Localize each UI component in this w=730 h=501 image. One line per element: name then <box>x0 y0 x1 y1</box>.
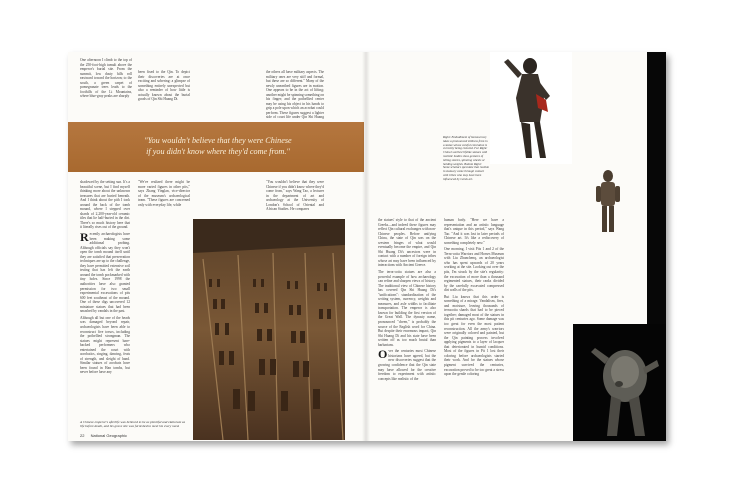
drop-cap: R <box>80 230 89 245</box>
article-column-3-top <box>266 70 324 120</box>
paragraph: the statues' style to that of the ancient Greeks—and indeed these figures may reflect Qin cultural exchanges with non-Chinese peoples. Before unifying China, the state of Qin was on the western fringes of what would eventually become the empire, and Qin Shi Huang Di's ancestors were in contact with a number of foreign tribes whose art may have been influenced by interactions with Ancient Greece. <box>378 218 436 268</box>
article-column-4 <box>378 218 436 436</box>
pull-quote-line-1: "You wouldn't believe that they were Chinese <box>144 136 292 145</box>
page-number: 22 <box>80 433 85 438</box>
article-column-3 <box>266 180 324 216</box>
paragraph: ecently archaeologists have been making some additional probing. Although officials say they won't open the tomb mound itself until they are satisfied that preservation techniques are up to the challenge, they have permitted extensive soil testing that has left the earth around the tomb pockmarked with tiny holes. Since 1998 the authorities have also granted permission for two small experimental excavations of pits 600 feet southeast of the mound. One of these digs uncovered 12 miniature statues that had been smashed by vandals in the past. <box>80 232 130 314</box>
paragraph: shadowed by the setting sun. It's a beautiful scene, but I find myself thinking more about the unknown treasures that are buried beneath. And I think about the pith I took around the back of the tomb mound, where I stepped over shards of 2,200-year-old ceramic tiles that lie half-buried in the dirt. There's so much history here that it literally rises out of the ground. <box>80 180 130 230</box>
terracotta-figure-photo <box>490 52 572 164</box>
article-column-1-top <box>80 58 132 120</box>
drop-cap: O <box>378 347 388 362</box>
article-column-2 <box>138 180 190 210</box>
photo-caption: A Chinese emperor's afterlife was believed to be as plentiful and elaborate as life before death, and his grave site was furnished to meet his every need. <box>80 420 186 429</box>
pull-quote-line-2: if you didn't know where they'd come from." <box>146 147 290 156</box>
standing-statue-photo <box>588 168 628 236</box>
page-folio <box>80 433 127 438</box>
paragraph: ver the centuries most Chinese historians have agreed, but the new discoveries suggest that the growing confidence that the Qin state may have allowed for the creative freedom to experiment with artistic concepts like realistic of the <box>378 349 436 381</box>
article-column-2-top <box>138 70 190 120</box>
paragraph: Although all but one of the heads was damaged beyond repair, archaeologists have been able to reconstruct five torsos, including the potbellied strongman. The statues might represent bare-backed performers who entertained the court with acrobatics, singing, dancing, feats of strength, and sleight of hand. Similar statues of acrobats have been found in Han tombs, but never before have any <box>80 315 130 375</box>
paragraph: One morning, I visit Pits 1 and 2 of the Terra-cotta Warriors and Horses Museum with Liu Zhanchenq, an archaeologist who has spent upwards of 20 years working at the site. Looking out over the pits, I'm struck by the site's regularity: the excavation of more than a thousand regimented statues, their ranks divided by the carefully excavated compressed dirt walls of the pits. <box>444 247 504 293</box>
paragraph: the others all have military aspects. The military ones are very stiff and formal, but these are so different." Many of the newly unearthed figures are in motion. One appears to be in the act of lifting; another might be spinning something on his finger; and the potbellied center may be using his object in his hands to grip a pole upon which an acrobat could perform. These figures suggest a lighter side of court life under Qin Shi Huang <box>266 70 324 120</box>
paragraph: "We've realized there might be more varied figures in other pits," says Zhang Yinglan, vice-director of the museum's archaeological team. "These figures are concerned only with everyday life, while <box>138 180 190 207</box>
paragraph: human body. "Here we have a representation and an artistic language that's unique in this period," says Wang Tao. "And it was lost in later periods of Chinese art. It's like a rediscovery of something completely new." <box>444 218 504 245</box>
acrobat-statue-photo <box>573 324 666 441</box>
pull-quote <box>88 135 348 157</box>
article-column-1 <box>80 180 130 412</box>
paragraph: "You wouldn't believe that they were Chinese if you didn't know where they'd come from," says Wang Tao, a lecturer in the department of art and archaeology at the University of London's School of Oriental and African Studies. He compares <box>266 180 324 212</box>
acrobat-statue-photo-frame <box>573 324 666 441</box>
magazine-title: National Geographic <box>90 433 128 438</box>
magazine-spread <box>68 52 666 441</box>
photo-caption-right: Right: Embodiment of bureaucracy takes a pronounced stillness from in a statue whose careful coloration is currently being restored. Far Right: China's earliest lifelike statues with realistic bodies show gestures of telling stories, spinning wheels or holding weights. Bottom Right: Some scholars speculate that realism in statuary came through contact with tribes who may have been influenced by Greek art. <box>443 135 489 181</box>
paragraph: But Liu knows that this order is something of a mirage. Vandalism, fires, and moisture, leaving thousands of terracotta shards that had to be pieced together; damaged most of the statues in this pit centuries ago. Some damage was too great for even the most patient reconstruction. All the army's warriors were originally colored and painted, but the Qin painting process involved applying pigments to a layer of lacquer that deteriorated in humid conditions. Most of the figures in Pit 1 lost their coloring before archaeologists started their work. And for the statues whose pigment survived the centuries, excavation proved to be too great a stress upon the gentle coloring <box>444 294 504 377</box>
article-column-5 <box>444 218 504 436</box>
paragraph: been fixed to the Qin. To depict their discoveries are at once exciting and sobering: a glimpse of something entirely unexpected but also a reminder of how little is actually known about the burial goods of Qin Shi Huang Di. <box>138 70 190 102</box>
paragraph: One afternoon I climb to the top of the 250-foot-high tumuli above the emperor's burial site. From the summit, low dusty hills roll eastward toward the horizon; to the south, a green carpet of pomegranate trees leads to the foothills of the Li Mountains, where blue-gray peaks are sharply <box>80 58 132 99</box>
page-gutter <box>362 52 370 441</box>
terracotta-army-pit-photo <box>193 219 345 440</box>
paragraph: The terra-cotta statues are also a powerful example of how archaeology can refine and sharpen views of history. The traditional view of Chinese history has covered Qin Shi Huang Di's "unifications": standardization of the writing system, currency, weights and measures, and axle widths to facilitate transportation. The emperor is also known for building the first version of the Great Wall. The dynasty name, pronounced "cheen," is probably the source of the English word for China. But despite their enormous impact, Qin Shi Huang Di and his state have been written off as too much brutal than barbarians. <box>378 270 436 347</box>
